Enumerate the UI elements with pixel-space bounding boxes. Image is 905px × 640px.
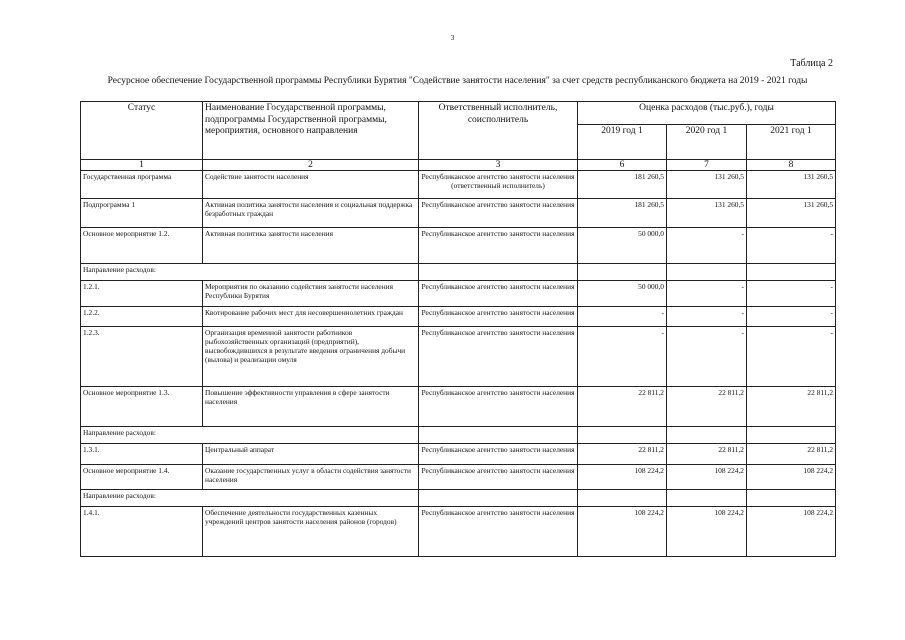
column-number: 6 bbox=[578, 160, 667, 171]
value-2019-cell: 22 811,2 bbox=[578, 444, 667, 465]
value-2020-cell: 22 811,2 bbox=[667, 387, 747, 427]
status-cell: 1.2.2. bbox=[81, 307, 203, 327]
status-cell: Основное мероприятие 1.2. bbox=[81, 228, 203, 264]
table-row bbox=[81, 307, 836, 327]
status-cell: 1.3.1. bbox=[81, 444, 203, 465]
direction-row bbox=[81, 490, 836, 507]
header-year-2021: 2021 год 1 bbox=[747, 125, 836, 160]
table-label: Таблица 2 bbox=[790, 58, 833, 69]
value-2021-cell: 131 260,5 bbox=[747, 171, 836, 199]
direction-row bbox=[81, 264, 836, 281]
table-row bbox=[81, 199, 836, 228]
status-cell: Основное мероприятие 1.3. bbox=[81, 387, 203, 427]
name-cell: Активная политика занятости населения и социальная поддержка безработных граждан bbox=[203, 199, 419, 228]
table-row bbox=[81, 444, 836, 465]
table-row bbox=[81, 228, 836, 264]
table-row bbox=[81, 327, 836, 387]
value-2020-cell: - bbox=[667, 228, 747, 264]
value-2020-cell: 108 224,2 bbox=[667, 507, 747, 557]
status-cell: Основное мероприятие 1.4. bbox=[81, 465, 203, 490]
value-2020-cell: 22 811,2 bbox=[667, 444, 747, 465]
name-cell: Обеспечение деятельности государственных казенных учреждений центров занятости населения районов (городов) bbox=[203, 507, 419, 557]
value-2021-cell: - bbox=[747, 228, 836, 264]
status-cell: 1.2.1. bbox=[81, 281, 203, 307]
table-row bbox=[81, 171, 836, 199]
value-2020-cell: - bbox=[667, 281, 747, 307]
status-cell: 1.4.1. bbox=[81, 507, 203, 557]
value-2019-cell: 22 811,2 bbox=[578, 387, 667, 427]
status-cell: 1.2.3. bbox=[81, 327, 203, 387]
header-executor: Ответственный исполнитель, соисполнитель bbox=[419, 102, 578, 160]
column-numbers-row bbox=[81, 160, 836, 171]
header-estimate: Оценка расходов (тыс.руб.), годы bbox=[578, 102, 836, 125]
name-cell: Повышение эффективности управления в сфере занятости населения bbox=[203, 387, 419, 427]
value-2021-cell: 131 260,5 bbox=[747, 199, 836, 228]
value-2021-cell: 22 811,2 bbox=[747, 387, 836, 427]
value-2019-cell: 50 000,0 bbox=[578, 281, 667, 307]
executor-cell: Республиканское агентство занятости населения bbox=[419, 228, 578, 264]
header-status: Статус bbox=[81, 102, 203, 160]
value-2021-cell: - bbox=[747, 281, 836, 307]
value-2020-cell: - bbox=[667, 307, 747, 327]
document-title: Ресурсное обеспечение Государственной программы Республики Бурятия "Содействие занятости населения" за счет средств республиканского бюджета на 2019 - 2021 годы bbox=[107, 76, 808, 86]
value-2019-cell: 108 224,2 bbox=[578, 465, 667, 490]
direction-row bbox=[81, 427, 836, 444]
value-2021-cell: - bbox=[747, 307, 836, 327]
column-number: 7 bbox=[667, 160, 747, 171]
table-row bbox=[81, 281, 836, 307]
executor-cell: Республиканское агентство занятости населения bbox=[419, 327, 578, 387]
status-cell: Государственная программа bbox=[81, 171, 203, 199]
value-2019-cell: - bbox=[578, 307, 667, 327]
name-cell: Активная политика занятости населения bbox=[203, 228, 419, 264]
value-2021-cell: 108 224,2 bbox=[747, 465, 836, 490]
executor-cell: Республиканское агентство занятости населения bbox=[419, 307, 578, 327]
name-cell: Содействие занятости населения bbox=[203, 171, 419, 199]
table-row bbox=[81, 465, 836, 490]
column-number: 3 bbox=[419, 160, 578, 171]
header-name: Наименование Государственной программы, подпрограммы Государственной программы, мероприятия, основного направления bbox=[203, 102, 419, 160]
executor-cell: Республиканское агентство занятости населения bbox=[419, 465, 578, 490]
name-cell: Центральный аппарат bbox=[203, 444, 419, 465]
direction-label: Направление расходов: bbox=[81, 427, 419, 444]
header-year-2020: 2020 год 1 bbox=[667, 125, 747, 160]
column-number: 1 bbox=[81, 160, 203, 171]
name-cell: Оказание государственных услуг в области содействия занятости населения bbox=[203, 465, 419, 490]
value-2021-cell: 108 224,2 bbox=[747, 507, 836, 557]
executor-cell: Республиканское агентство занятости населения bbox=[419, 444, 578, 465]
executor-cell: Республиканское агентство занятости населения bbox=[419, 281, 578, 307]
value-2020-cell: - bbox=[667, 327, 747, 387]
value-2020-cell: 108 224,2 bbox=[667, 465, 747, 490]
status-cell: Подпрограмма 1 bbox=[81, 199, 203, 228]
direction-label: Направление расходов: bbox=[81, 264, 419, 281]
column-number: 2 bbox=[203, 160, 419, 171]
value-2019-cell: 181 260,5 bbox=[578, 171, 667, 199]
value-2021-cell: - bbox=[747, 327, 836, 387]
direction-label: Направление расходов: bbox=[81, 490, 419, 507]
value-2019-cell: 181 260,5 bbox=[578, 199, 667, 228]
value-2019-cell: 50 000,0 bbox=[578, 228, 667, 264]
table-row bbox=[81, 507, 836, 557]
column-number: 8 bbox=[747, 160, 836, 171]
page-number: 3 bbox=[450, 34, 455, 42]
value-2019-cell: 108 224,2 bbox=[578, 507, 667, 557]
executor-cell: Республиканское агентство занятости населения (ответственный исполнитель) bbox=[419, 171, 578, 199]
name-cell: Организация временной занятости работников рыбохозяйственных организаций (предприятий), высвобождившихся в результате введения ограничения добычи (вылова) и реализации омуля bbox=[203, 327, 419, 387]
resource-table bbox=[80, 101, 836, 557]
header-year-2019: 2019 год 1 bbox=[578, 125, 667, 160]
executor-cell: Республиканское агентство занятости населения bbox=[419, 199, 578, 228]
value-2020-cell: 131 260,5 bbox=[667, 171, 747, 199]
name-cell: Квотирование рабочих мест для несовершеннолетних граждан bbox=[203, 307, 419, 327]
executor-cell: Республиканское агентство занятости населения bbox=[419, 387, 578, 427]
name-cell: Мероприятия по оказанию содействия занятости населения Республики Бурятия bbox=[203, 281, 419, 307]
table-row bbox=[81, 387, 836, 427]
value-2019-cell: - bbox=[578, 327, 667, 387]
value-2020-cell: 131 260,5 bbox=[667, 199, 747, 228]
executor-cell: Республиканское агентство занятости населения bbox=[419, 507, 578, 557]
value-2021-cell: 22 811,2 bbox=[747, 444, 836, 465]
